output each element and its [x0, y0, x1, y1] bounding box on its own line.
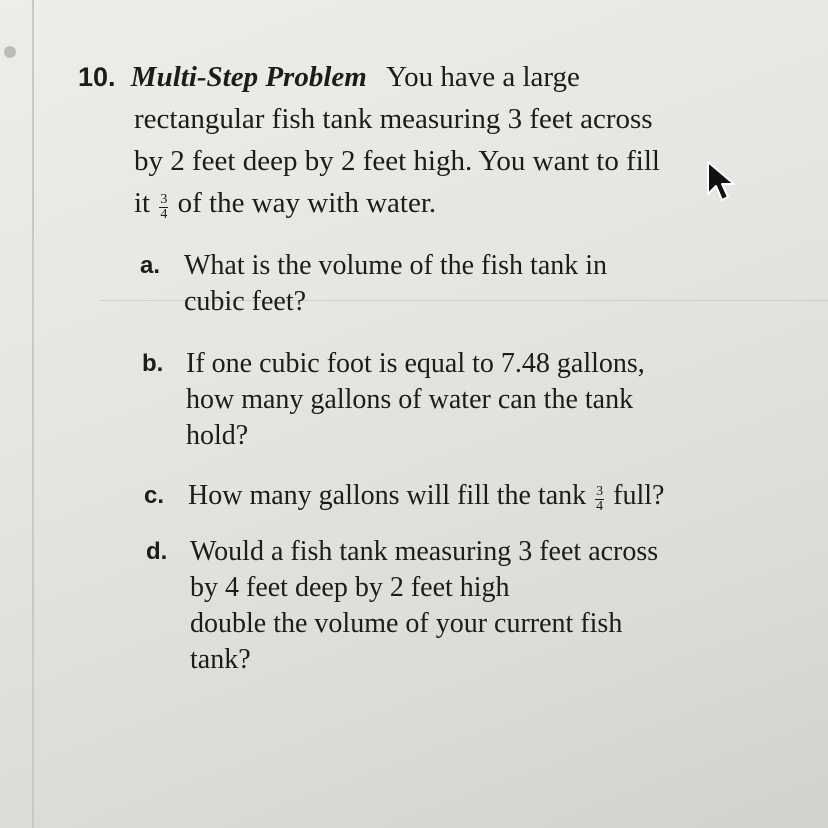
stem-line-4-text: of the way with water. — [177, 187, 437, 219]
part-d-label: d. — [146, 538, 168, 565]
part-b-text — [186, 346, 645, 454]
part-d-line-3: double the volume of your current fish — [190, 608, 623, 639]
problem-10 — [78, 56, 778, 224]
part-c-label: c. — [144, 482, 165, 509]
part-a-line-1: What is the volume of the fish tank in — [184, 250, 608, 281]
part-c-text — [188, 478, 664, 514]
mouse-pointer-arrow-icon — [706, 160, 740, 202]
part-d-line-2: by 4 feet deep by 2 feet high — [190, 572, 510, 603]
part-b-label: b. — [142, 350, 164, 377]
part-b-line-3: hold? — [186, 420, 249, 451]
stem-it: it — [134, 187, 151, 219]
problem-number: 10. — [78, 62, 116, 92]
part-a-text — [184, 248, 607, 320]
margin-line — [32, 0, 34, 828]
part-b-line-2: how many gallons of water can the tank — [186, 384, 634, 415]
stem-line-1: You have a large — [386, 61, 580, 93]
part-a — [140, 248, 607, 320]
part-c-text-before: How many gallons will fill the tank — [188, 480, 587, 511]
stem-line-3: by 2 feet deep by 2 feet high. You want to fill — [134, 145, 660, 177]
part-c-fraction — [595, 485, 604, 514]
part-d-line-1: Would a fish tank measuring 3 feet across — [190, 536, 659, 567]
fraction-denominator: 4 — [160, 207, 168, 222]
part-d-text — [190, 534, 658, 678]
stem-line-4 — [134, 182, 778, 224]
fraction-numerator: 3 — [160, 192, 168, 207]
part-c-fraction-numerator: 3 — [596, 484, 604, 499]
part-c-fraction-denominator: 4 — [596, 499, 604, 514]
part-c — [144, 478, 664, 514]
problem-stem — [134, 98, 778, 224]
stem-line-2: rectangular fish tank measuring 3 feet across — [134, 103, 653, 135]
part-b — [142, 346, 645, 454]
part-c-text-after: full? — [613, 480, 665, 511]
fraction-three-quarters — [159, 193, 168, 222]
problem-header — [78, 56, 778, 98]
problem-title: Multi-Step Problem — [130, 61, 367, 93]
part-a-line-2: cubic feet? — [184, 286, 307, 317]
part-c-line-1 — [188, 478, 664, 514]
binder-hole — [4, 46, 16, 58]
part-a-label: a. — [140, 252, 161, 279]
part-d-line-4: tank? — [190, 644, 251, 675]
part-b-line-1: If one cubic foot is equal to 7.48 gallons, — [186, 348, 645, 379]
part-d — [146, 534, 658, 678]
